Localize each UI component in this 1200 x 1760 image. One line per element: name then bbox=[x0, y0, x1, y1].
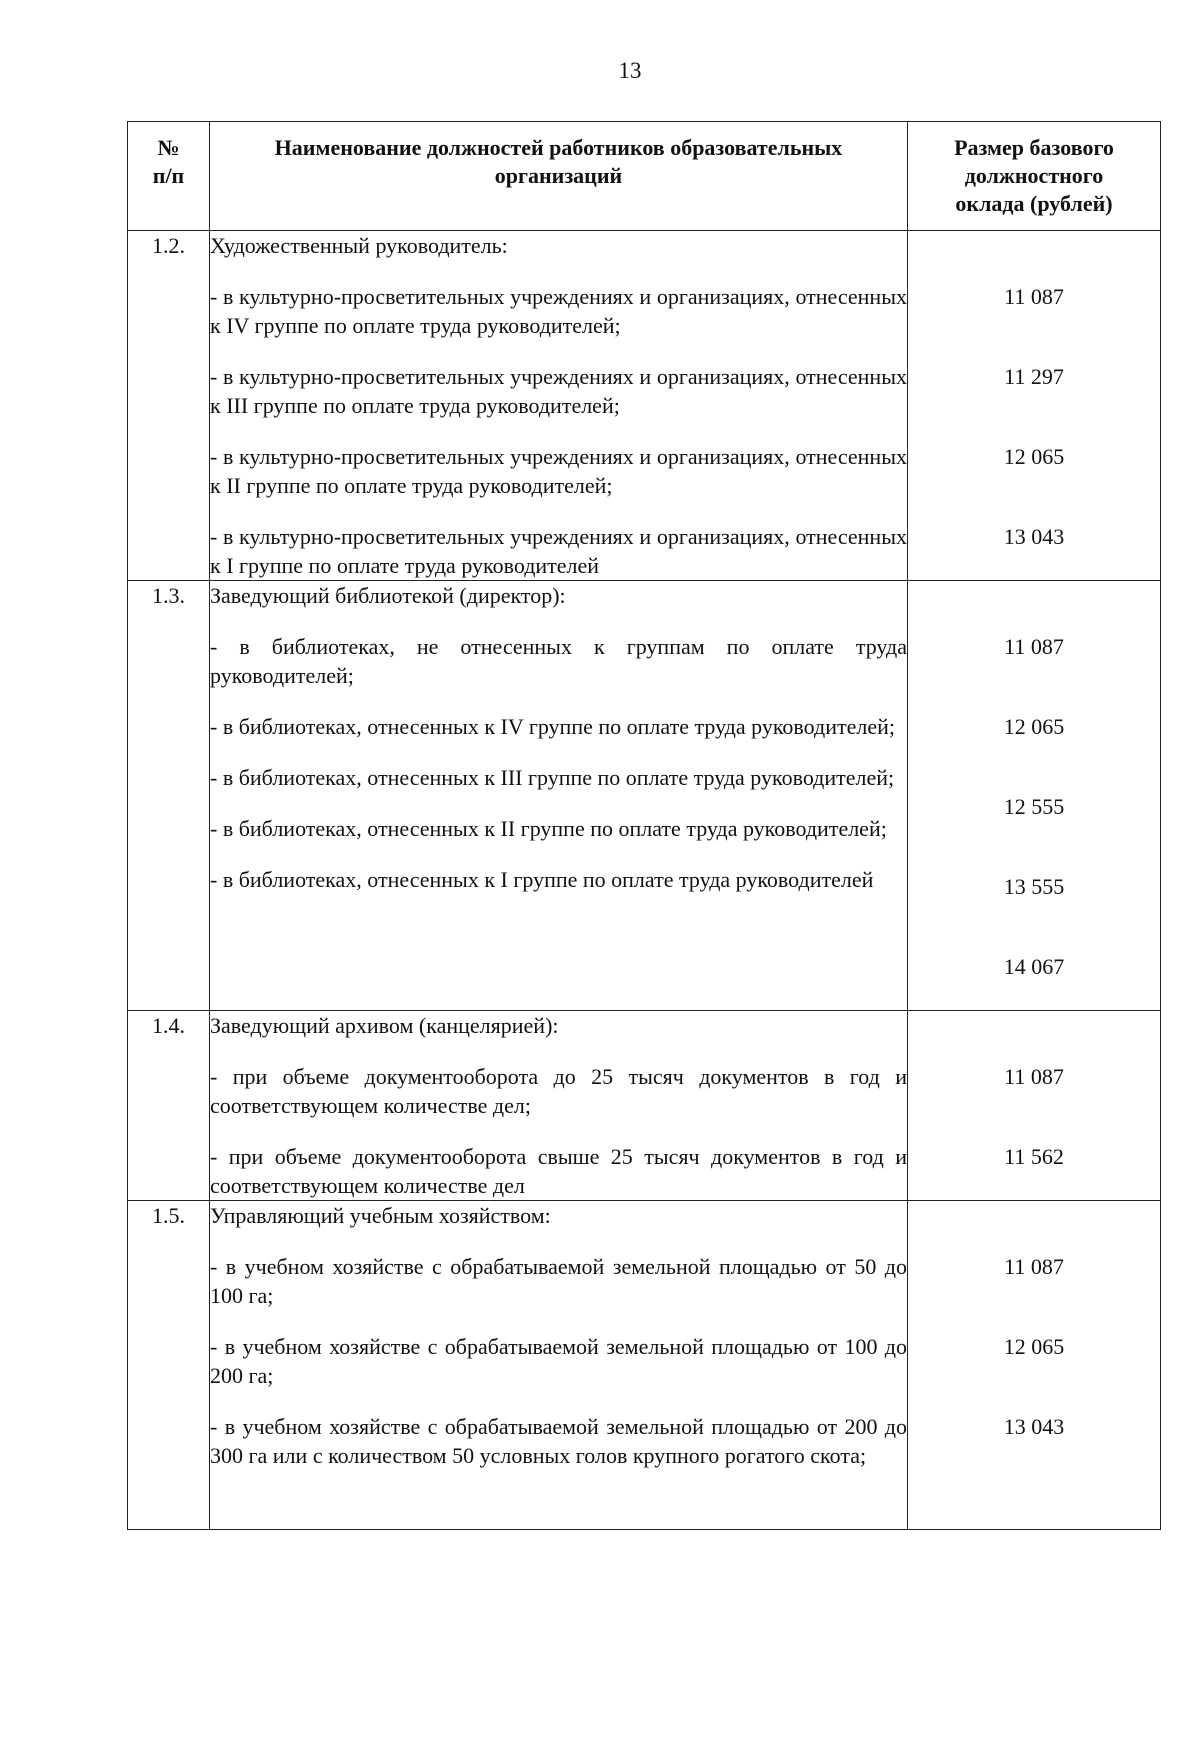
header-salary bbox=[908, 122, 1161, 231]
salary-value: 11 562 bbox=[1004, 1144, 1064, 1169]
page-number: 13 bbox=[618, 58, 642, 83]
section-number: 1.2. bbox=[128, 231, 210, 581]
salary-value: 11 087 bbox=[1004, 634, 1064, 659]
section-title: Управляющий учебным хозяйством: bbox=[210, 1203, 551, 1228]
table-row bbox=[128, 1201, 1161, 1530]
table-header-row bbox=[128, 122, 1161, 231]
salary-value: 12 065 bbox=[1003, 444, 1065, 469]
salary-value: 13 043 bbox=[1003, 524, 1065, 549]
list-item: - в учебном хозяйстве с обрабатываемой земельной площадью от 200 до 300 га или с количеством 50 условных голов крупного рогатого скота; bbox=[210, 1414, 907, 1468]
salary-value: 12 555 bbox=[1003, 794, 1065, 819]
list-item: - в библиотеках, отнесенных к I группе по оплате труда руководителей bbox=[210, 867, 874, 892]
list-item: - при объеме документооборота до 25 тысяч документов в год и соответствующем количестве дел; bbox=[210, 1064, 907, 1118]
salary-value: 14 067 bbox=[1003, 954, 1065, 979]
section-number: 1.4. bbox=[128, 1011, 210, 1201]
header-number-line: п/п bbox=[152, 163, 185, 188]
salary-value: 12 065 bbox=[1003, 1334, 1065, 1359]
section-title: Заведующий архивом (канцелярией): bbox=[210, 1013, 559, 1038]
section-values bbox=[908, 581, 1161, 1011]
salary-table bbox=[127, 121, 1161, 1530]
header-number-line: № bbox=[157, 135, 180, 160]
section-values bbox=[908, 1201, 1161, 1530]
list-item: - в библиотеках, отнесенных к III группе по оплате труда руководителей; bbox=[210, 765, 895, 790]
list-item: - в учебном хозяйстве с обрабатываемой земельной площадью от 100 до 200 га; bbox=[210, 1334, 907, 1388]
list-item: - в культурно-просветительных учреждениях и организациях, отнесенных к IV группе по оплате труда руководителей; bbox=[210, 284, 907, 338]
section-description bbox=[210, 581, 908, 1011]
salary-value: 11 087 bbox=[1004, 284, 1064, 309]
section-description bbox=[210, 1201, 908, 1530]
salary-value: 12 065 bbox=[1003, 714, 1065, 739]
section-values bbox=[908, 1011, 1161, 1201]
table-row bbox=[128, 1011, 1161, 1201]
list-item: - в библиотеках, отнесенных к IV группе по оплате труда руководителей; bbox=[210, 714, 895, 739]
list-item: - в культурно-просветительных учреждениях и организациях, отнесенных к II группе по оплате труда руководителей; bbox=[210, 444, 907, 498]
header-salary-line: оклада (рублей) bbox=[955, 191, 1113, 216]
salary-value: 11 297 bbox=[1004, 364, 1064, 389]
table-row bbox=[128, 581, 1161, 1011]
list-item: - в культурно-просветительных учреждениях и организациях, отнесенных к III группе по оплате труда руководителей; bbox=[210, 364, 907, 418]
header-number bbox=[128, 122, 210, 231]
salary-value: 11 087 bbox=[1004, 1254, 1064, 1279]
salary-value: 11 087 bbox=[1004, 1064, 1064, 1089]
header-salary-line: Размер базового bbox=[954, 135, 1114, 160]
list-item: - в библиотеках, не отнесенных к группам по оплате труда руководителей; bbox=[210, 634, 907, 688]
header-position-line: организаций bbox=[494, 163, 623, 188]
table-body bbox=[128, 231, 1161, 1530]
section-values bbox=[908, 231, 1161, 581]
list-item: - в культурно-просветительных учреждениях и организациях, отнесенных к I группе по оплате труда руководителей bbox=[210, 524, 907, 578]
section-title: Заведующий библиотекой (директор): bbox=[210, 583, 566, 608]
list-item: - в учебном хозяйстве с обрабатываемой земельной площадью от 50 до 100 га; bbox=[210, 1254, 907, 1308]
table-row bbox=[128, 231, 1161, 581]
list-item: - в библиотеках, отнесенных к II группе по оплате труда руководителей; bbox=[210, 816, 887, 841]
section-description bbox=[210, 231, 908, 581]
salary-value: 13 043 bbox=[1003, 1414, 1065, 1439]
header-position-line: Наименование должностей работников образовательных bbox=[274, 135, 843, 160]
header-salary-line: должностного bbox=[964, 163, 1104, 188]
section-number: 1.5. bbox=[128, 1201, 210, 1530]
salary-value: 13 555 bbox=[1003, 874, 1065, 899]
section-description bbox=[210, 1011, 908, 1201]
section-title: Художественный руководитель: bbox=[210, 233, 508, 258]
header-position-name bbox=[210, 122, 908, 231]
list-item: - при объеме документооборота свыше 25 тысяч документов в год и соответствующем количестве дел bbox=[210, 1144, 907, 1198]
section-number: 1.3. bbox=[128, 581, 210, 1011]
